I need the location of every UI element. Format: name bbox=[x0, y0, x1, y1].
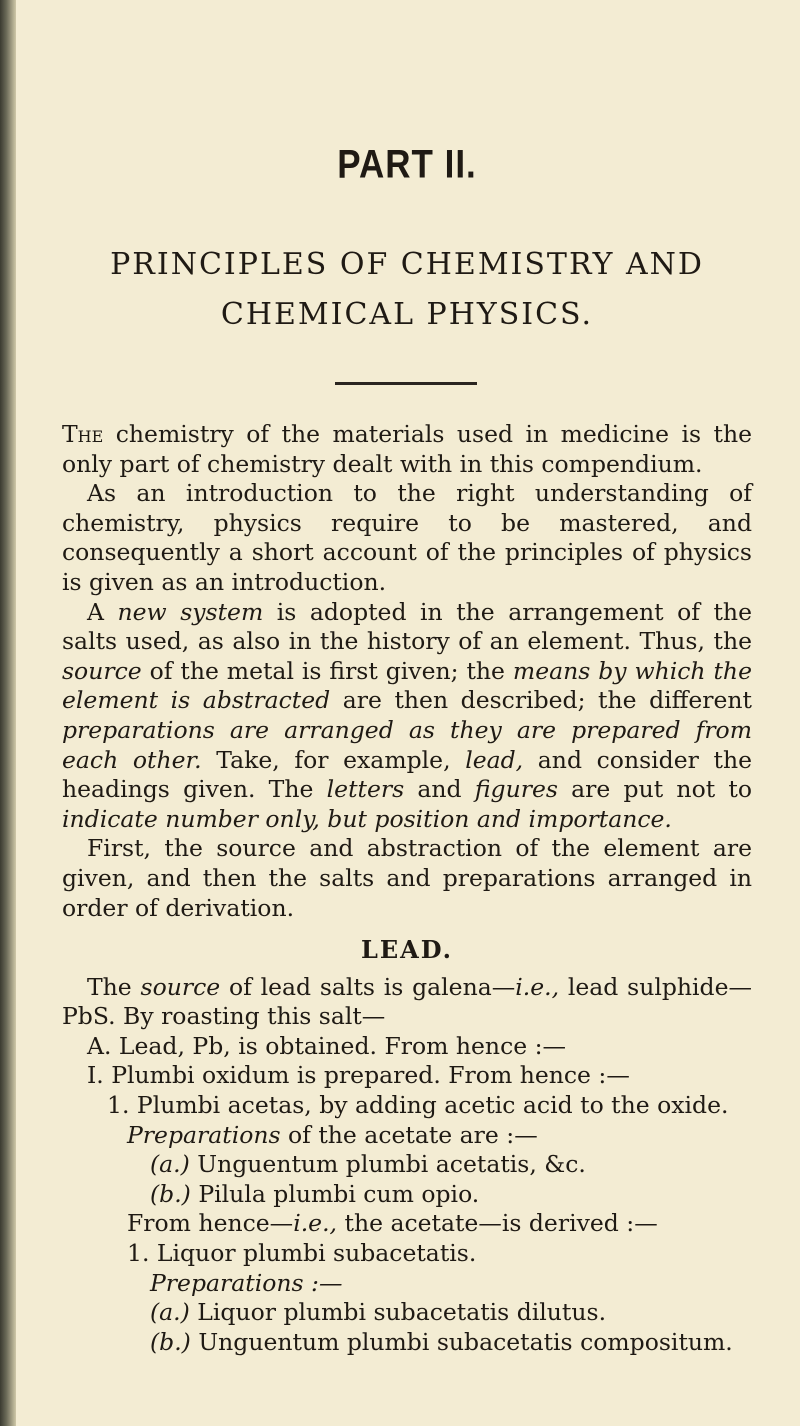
text-run: Unguentum plumbi acetatis, &c. bbox=[189, 1150, 586, 1179]
italic-run: letters bbox=[326, 775, 405, 804]
title-rule bbox=[335, 382, 477, 385]
italic-run: Preparations bbox=[127, 1120, 281, 1149]
item-label: (a.) bbox=[150, 1298, 190, 1327]
text-run: lead sulphide—PbS. By roasting this salt— bbox=[62, 972, 752, 1031]
item-liquor-dilutus bbox=[62, 1298, 752, 1328]
italic-run: source bbox=[62, 656, 142, 685]
italic-run: means by which the element is abstracted bbox=[62, 656, 752, 715]
chapter-title-line-1: PRINCIPLES OF CHEMISTRY AND bbox=[110, 247, 704, 282]
chapter-title-line-2: CHEMICAL PHYSICS. bbox=[220, 297, 594, 332]
text-run: are put not to bbox=[557, 775, 752, 804]
part-heading: PART II. bbox=[337, 142, 477, 187]
text-run: of lead salts is galena— bbox=[220, 972, 516, 1001]
book-binding-edge bbox=[0, 0, 16, 1426]
italic-run: indicate number only, but position and importance. bbox=[62, 804, 672, 833]
chapter-title bbox=[62, 240, 752, 340]
italic-run: Preparations :— bbox=[150, 1268, 343, 1297]
item-subacetate-preparations bbox=[62, 1269, 752, 1299]
paragraph-derivation: First, the source and abstraction of the element are given, and then the salts and preparations arranged in order of derivation. bbox=[62, 834, 752, 922]
paragraph-new-system bbox=[62, 598, 752, 835]
item-pilula-plumbi bbox=[62, 1180, 752, 1210]
item-plumbi-acetas: 1. Plumbi acetas, by adding acetic acid to the oxide. bbox=[107, 1091, 729, 1120]
paragraph-physics: As an introduction to the right understanding of chemistry, physics require to be mastered, and consequently a short account of the principles of physics is given as an introduction. bbox=[62, 479, 752, 596]
item-label: (b.) bbox=[150, 1327, 191, 1356]
text-run: A bbox=[87, 597, 118, 626]
item-plumbi-oxidum: I. Plumbi oxidum is prepared. From hence :— bbox=[87, 1061, 630, 1090]
text-run: is adopted in the arrangement of the salts used, as also in the history of an element. Thus, the bbox=[62, 597, 752, 656]
italic-run: new system bbox=[117, 597, 264, 626]
text-run: The bbox=[87, 972, 141, 1001]
item-liquor-subacetatis: 1. Liquor plumbi subacetatis. bbox=[127, 1239, 477, 1268]
paragraph-intro-text: chemistry of the materials used in medicine is the only part of chemistry dealt with in this compendium. bbox=[62, 420, 752, 478]
item-unguentum-subacetatis bbox=[62, 1328, 752, 1358]
item-from-hence bbox=[62, 1209, 752, 1239]
italic-run: preparations are arranged as they are prepared from each other. bbox=[62, 715, 752, 774]
text-run: and bbox=[404, 775, 475, 804]
section-heading-lead: LEAD. bbox=[360, 935, 454, 965]
text-run: the acetate—is derived :— bbox=[337, 1209, 658, 1238]
item-lead-obtained: A. Lead, Pb, is obtained. From hence :— bbox=[87, 1031, 567, 1060]
text-run: of the metal is first given; the bbox=[141, 656, 513, 685]
page-body bbox=[62, 420, 752, 1357]
text-run: Take, for example, bbox=[201, 745, 466, 774]
item-acetate-preparations bbox=[62, 1121, 752, 1151]
italic-run: i.e., bbox=[515, 972, 560, 1001]
text-run: Pilula plumbi cum opio. bbox=[190, 1179, 480, 1208]
italic-run: lead, bbox=[465, 745, 524, 774]
item-label: (a.) bbox=[150, 1150, 190, 1179]
text-run: of the acetate are :— bbox=[280, 1120, 538, 1149]
paragraph-intro bbox=[62, 420, 752, 479]
text-run: are then described; the different bbox=[330, 686, 752, 715]
lead-word: The bbox=[62, 420, 104, 448]
italic-run: source bbox=[140, 972, 221, 1001]
italic-run: figures bbox=[474, 775, 558, 804]
text-run: From hence— bbox=[127, 1209, 294, 1238]
item-unguentum-acetatis bbox=[62, 1150, 752, 1180]
item-label: (b.) bbox=[150, 1179, 191, 1208]
text-run: Unguentum plumbi subacetatis compositum. bbox=[190, 1327, 733, 1356]
paragraph-source bbox=[62, 973, 752, 1032]
text-run: Liquor plumbi subacetatis dilutus. bbox=[189, 1298, 607, 1327]
text-run: and consider the headings given. The bbox=[62, 745, 752, 804]
italic-run: i.e., bbox=[293, 1209, 338, 1238]
